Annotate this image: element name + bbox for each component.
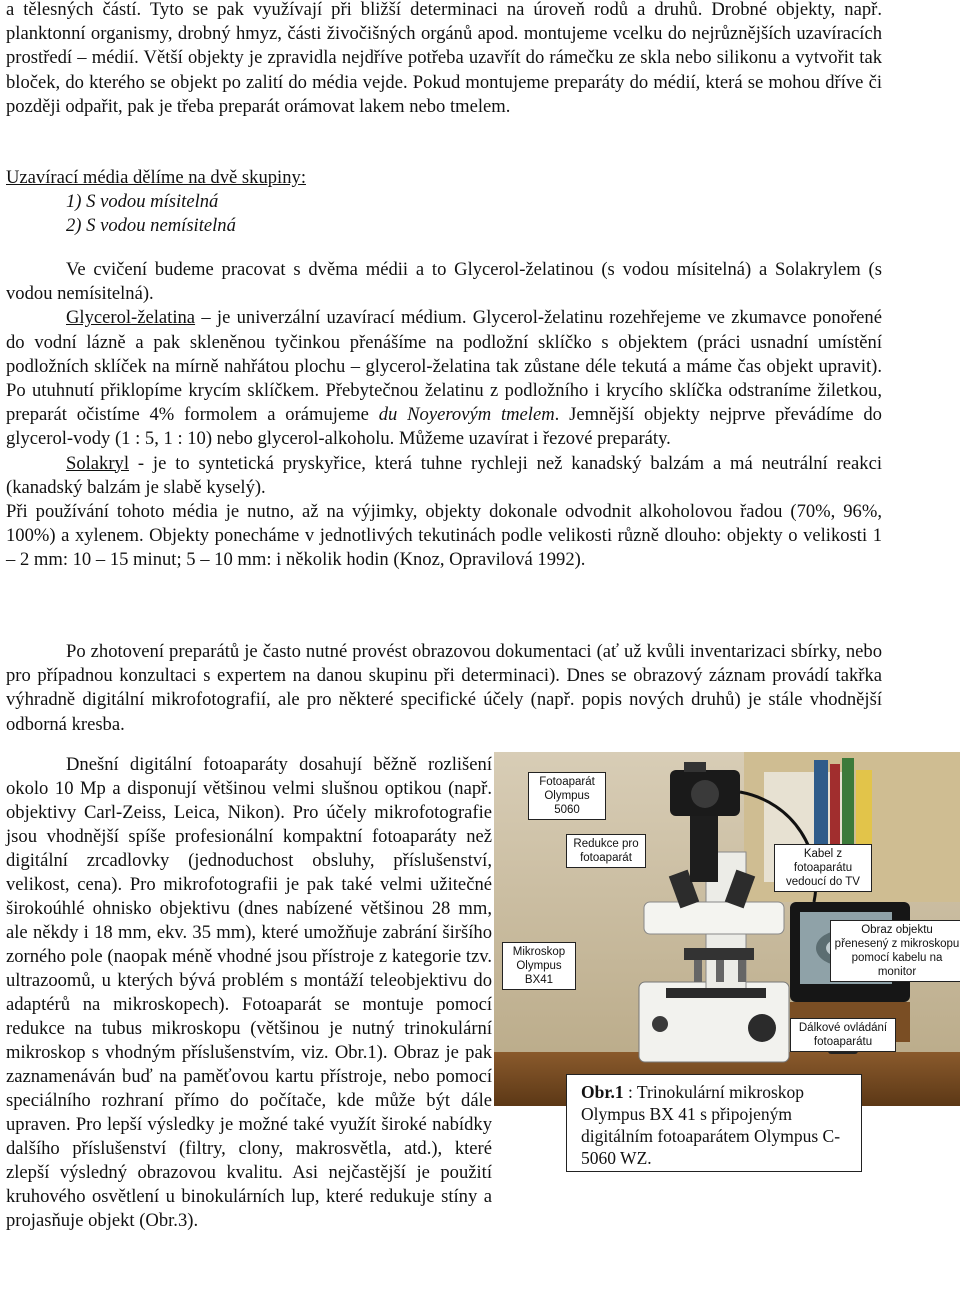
groups-heading: Uzavírací média dělíme na dvě skupiny: [6,167,306,188]
solakryl-term: Solakryl [66,452,130,474]
documentation-paragraph: Po zhotovení preparátů je často nutné provést obrazovou dokumentaci (ať už kvůli inventarizaci sbírky, nebo pro případnou konzultaci s expertem na danou skupinu při determinaci). Dnes se obrazový záznam provádí takřka výhradně digitální mikrofotografií, ale pro některé specifické účely (např. popis nových druhů) je stále vhodnější odborná kresba. [6,641,882,735]
label-image-on-monitor: Obraz objektu přenesený z mikroskopu pomocí kabelu na monitor [830,920,960,982]
label-reducer: Redukce pro fotoaparát [566,834,646,868]
solakryl-paragraph: Solakryl - je to syntetická pryskyřice, která tuhne rychleji než kanadský balzám a má neutrální reakci (kanadský balzám je slabě kyselý). [6,452,882,498]
caption-text: : Trinokulární mikroskop Olympus BX 41 s připojeným digitálním fotoaparátem Olympus C-5060 WZ. [581,1082,841,1168]
glycerol-term: Glycerol-želatina [66,307,196,329]
media-groups [6,166,882,239]
intro-paragraph: a tělesných částí. Tyto se pak využívají při bližší determinaci na úroveň rodů a druhů. Drobné objekty, např. planktonní organismy, drobný hmyz, části živočišných orgánů apod. montujeme vcelku do nejrůznějších uzavíracích prostředí – médií. Větší objekty je zpravidla nejdříve potřeba uzavřít do rámečku ze skla nebo silikonu a vytvořit tak bloček, do kterého se objekt po zalití do média vejde. Pokud montujeme preparáty do médií, která se mohou dříve či později odpařit, pak je třeba preparát orámovat lakem nebo tmelem. [6,0,882,117]
label-remote-control: Dálkové ovládání fotoaparátu [790,1018,896,1052]
group-item-miscible: 1) S vodou mísitelná [66,191,219,213]
label-camera: Fotoaparát Olympus 5060 [528,772,606,820]
dehydration-paragraph: Při používání tohoto média je nutno, až na výjimky, objekty dokonale odvodnit alkoholovou řadou (70%, 96%, 100%) a xylenem. Objekty ponecháme v jednotlivých tekutinách podle velikosti různě dlouho: objekty o velikosti 1 – 2 mm: 10 – 15 minut; 5 – 10 mm: i několik hodin (Knoz, Opravilová 1992). [6,501,882,571]
group-item-immiscible: 2) S vodou nemísitelná [66,215,236,237]
course-intro: Ve cvičení budeme pracovat s dvěma médii a to Glycerol-želatinou (s vodou mísitelná) a Solakrylem (s vodou nemísitelná). [6,259,882,305]
caption-label: Obr.1 [581,1082,624,1102]
course-section [6,258,882,573]
microscope-figure [494,752,960,1106]
label-microscope: Mikroskop Olympus BX41 [502,942,576,990]
glycerol-paragraph: Glycerol-želatina – je univerzální uzavírací médium. Glycerol-želatinu rozehřejeme ve zkumavce ponořené do vodní lázně a pak skleněnou tyčinkou přenášíme na podložní sklíčko s objektem (práci usnadní umístění podložních sklíček na mírně nahřátou plochu – glycerol-želatina tak zůstane déle tekutá a máme čas objekt upravit). Po utuhnutí přiklopíme krycím sklíčkem. Přebytečnou želatinu z podložního i krycího sklíčka odstraníme žiletkou, preparát očistíme 4% formolem a orámujeme du Noyerovým tmelem. Jemnější objekty nejprve převádíme do glycerol-vody (1 : 5, 1 : 10) nebo glycerol-alkoholu. Můžeme uzavírat i řezové preparáty. [6,307,882,450]
figure-caption [566,1074,862,1172]
camera-paragraph: Dnešní digitální fotoaparáty dosahují běžně rozlišení okolo 10 Mp a disponují většinou velmi slušnou optikou (např. objektivy Carl-Zeiss, Leica, Nikon). Pro účely mikrofotografie jsou vhodnější spíše profesionální kompaktní fotoaparáty než digitální zrcadlovky (jednoduchost obsluhy, příslušenství, velikost, cena). Pro mikrofotografii je pak také velmi užitečné širokoúhlé ohnisko objektivu (dnes nabízené většinou 28 mm, ale někdy i 18 mm, ekv. 35 mm), které umožňuje zabrání širšího zorného pole (naopak méně vhodné jsou přístroje z kategorie tzv. ultrazoomů, u kterých bývá problém s montáží teleobjektivu do adaptérů na mikroskopech). Fotoaparát se montuje pomocí redukce na tubus mikroskopu (většinou je nutný trinokulární mikroskop s vhodným příslušenstvím, viz. Obr.1). Obraz je pak zaznamenáván buď na paměťovou kartu přístroje, nebo pomocí speciálního rozhraní přímo do počítače, kde může být dále upraven. Pro lepší výsledky je možné také využít široké nabídky dalšího příslušenství (filtry, clony, makrosvětla, atd.), které zlepší výsledný obrazovou kvalitu. Asi nejčastější je použití kruhového osvětlení u binokulárních lup, které redukuje stíny a projasňuje objekt (Obr.3). [6,754,492,1231]
groups-list [6,190,882,238]
label-cable: Kabel z fotoaparátu vedoucí do TV [774,844,872,892]
